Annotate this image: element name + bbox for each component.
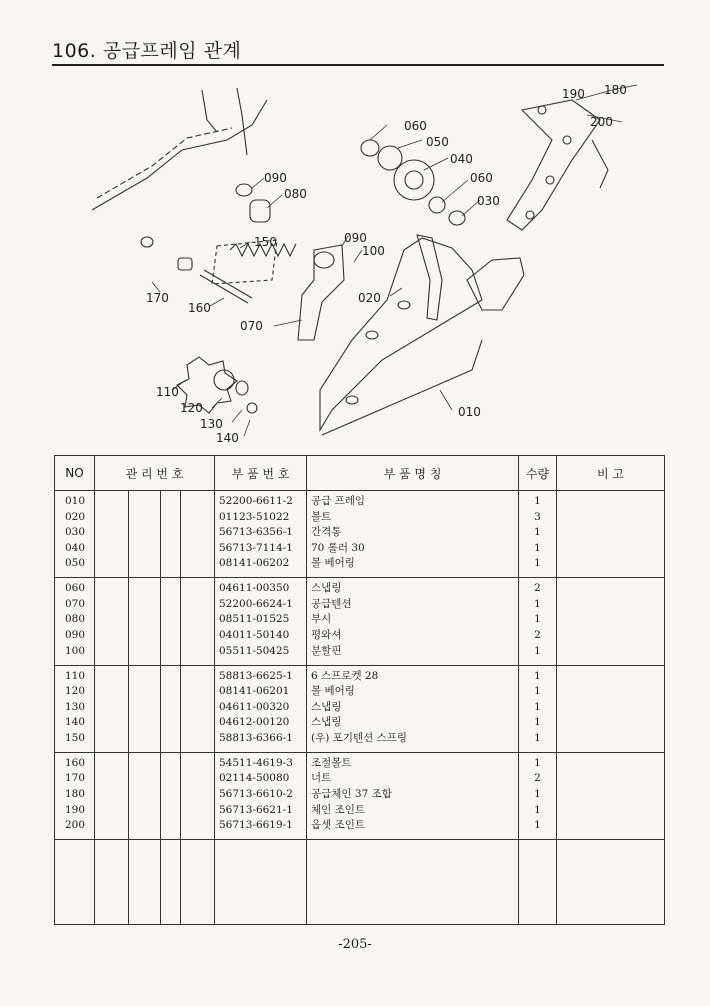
cell-part-name: [307, 491, 519, 578]
cell-management-1: [95, 665, 129, 752]
cell-management-3: [161, 752, 181, 839]
cell-part-name: [307, 665, 519, 752]
cell-part-number: [215, 665, 307, 752]
cell-remarks: [557, 578, 665, 665]
header-part-number: 부 품 번 호: [215, 456, 307, 491]
callout-060-top: 060: [404, 119, 427, 133]
table-cell-no: 030: [65, 526, 86, 539]
callout-160: 160: [188, 301, 211, 315]
table-cell-part-number: 58813-6625-1: [219, 669, 293, 682]
cell-management-4: [181, 578, 215, 665]
table-cell-part-number: 04611-00350: [219, 582, 290, 595]
table-cell-name: 체인 조인트: [311, 803, 366, 816]
header-management: 관 리 번 호: [95, 456, 215, 491]
cell-management-2: [129, 752, 161, 839]
callout-070: 070: [240, 319, 263, 333]
cell-qty: [519, 752, 557, 839]
cell-no: [55, 491, 95, 578]
table-cell-no: 190: [65, 803, 86, 816]
table-cell-no: 080: [65, 613, 86, 626]
callout-090-left: 090: [264, 171, 287, 185]
cell-part-name: [307, 752, 519, 839]
table-cell-part-number: 52200-6611-2: [219, 495, 293, 507]
table-cell-part-number: 58813-6366-1: [219, 731, 293, 744]
table-cell-name: 볼트: [311, 510, 332, 523]
exploded-parts-diagram: [52, 70, 664, 450]
cell-part-number: [215, 491, 307, 578]
table-cell-no: 050: [65, 557, 86, 570]
table-cell-name: 스냅링: [311, 582, 342, 595]
table-row-group: [55, 491, 665, 578]
table-cell-qty: 3: [534, 510, 541, 523]
table-body: [55, 491, 665, 925]
cell-management-2: [129, 665, 161, 752]
callout-080: 080: [284, 187, 307, 201]
table-cell-part-number: 01123-51022: [219, 510, 290, 523]
table-cell-part-number: 04611-00320: [219, 700, 290, 713]
table-cell-qty: 2: [534, 629, 541, 642]
cell-management-1: [95, 752, 129, 839]
table-cell-name: 스냅링: [311, 716, 342, 729]
table-cell-qty: 1: [534, 644, 541, 657]
header-no: NO: [55, 456, 95, 491]
callout-180: 180: [604, 83, 627, 97]
header-remarks: 비 고: [557, 456, 665, 491]
table-cell-part-number: 05511-50425: [219, 644, 290, 657]
table-cell-name: 70 롤러 30: [311, 541, 365, 554]
table-cell-qty: 1: [534, 803, 541, 816]
cell-remarks: [557, 491, 665, 578]
table-cell-qty: 1: [534, 731, 541, 744]
cell-management-4: [181, 665, 215, 752]
parts-table: [54, 455, 665, 925]
cell-qty: [519, 665, 557, 752]
table-cell-qty: 1: [534, 597, 541, 610]
callout-120: 120: [180, 401, 203, 415]
cell-remarks: [557, 665, 665, 752]
title-rule: [52, 64, 664, 66]
table-cell-part-number: 56713-6610-2: [219, 787, 293, 800]
table-cell-no: 100: [65, 644, 86, 657]
table-cell-name: 너트: [311, 772, 332, 785]
callout-150: 150: [254, 235, 277, 249]
cell-no: [55, 578, 95, 665]
table-row-group: [55, 665, 665, 752]
table-cell-part-number: 56713-6356-1: [219, 526, 293, 539]
table-cell-name: 부시: [311, 613, 332, 626]
page-number: -205-: [338, 937, 372, 952]
table-cell-qty: 1: [534, 495, 541, 507]
table-cell-qty: 1: [534, 669, 541, 682]
cell-part-number: [215, 578, 307, 665]
table-cell-part-number: 02114-50080: [219, 772, 290, 785]
cell-management-2: [129, 491, 161, 578]
cell-management-2: [129, 578, 161, 665]
table-cell-qty: 1: [534, 613, 541, 626]
table-cell-no: 160: [65, 756, 86, 769]
table-row-group: [55, 752, 665, 839]
table-cell-no: 010: [65, 495, 86, 507]
table-cell-qty: 2: [534, 582, 541, 595]
table-cell-part-number: 56713-7114-1: [219, 541, 293, 554]
callout-190: 190: [562, 87, 585, 101]
table-cell-part-number: 08141-06202: [219, 557, 290, 570]
callout-090-mid: 090: [344, 231, 367, 245]
page-title: 106. 공급프레임 관계: [52, 40, 242, 62]
cell-part-name: [307, 578, 519, 665]
table-cell-no: 140: [65, 716, 86, 729]
table-cell-no: 180: [65, 787, 86, 800]
callout-200: 200: [590, 115, 613, 129]
table-cell-qty: 1: [534, 557, 541, 570]
table-cell-name: 스냅링: [311, 700, 342, 713]
callout-140: 140: [216, 431, 239, 445]
table-cell-name: 볼 베어링: [311, 557, 355, 570]
table-cell-name: 볼 베어링: [311, 685, 355, 698]
table-header-row: [55, 456, 665, 491]
table-cell-qty: 1: [534, 756, 541, 769]
cell-management-4: [181, 752, 215, 839]
callout-020: 020: [358, 291, 381, 305]
table-cell-part-number: 08141-06201: [219, 685, 290, 698]
table-cell-no: 150: [65, 731, 86, 744]
table-cell-qty: 2: [534, 772, 541, 785]
table-cell-no: 120: [65, 685, 86, 698]
table-cell-no: 110: [65, 669, 86, 682]
table-cell-no: 090: [65, 629, 86, 642]
cell-management-4: [181, 491, 215, 578]
table-cell-qty: 1: [534, 541, 541, 554]
table-row-empty: [55, 840, 665, 925]
callout-030: 030: [477, 194, 500, 208]
cell-part-number: [215, 752, 307, 839]
header-part-name: 부 품 명 칭: [307, 456, 519, 491]
cell-remarks: [557, 752, 665, 839]
table-cell-name: 간격통: [311, 526, 342, 539]
table-cell-qty: 1: [534, 716, 541, 729]
table-cell-qty: 1: [534, 787, 541, 800]
table-cell-qty: 1: [534, 819, 541, 832]
table-cell-no: 020: [65, 510, 86, 523]
callout-010: 010: [458, 405, 481, 419]
cell-no: [55, 665, 95, 752]
callout-130: 130: [200, 417, 223, 431]
table-cell-no: 170: [65, 772, 86, 785]
table-cell-name: 공급체인 37 조합: [311, 787, 392, 800]
table-cell-name: (우) 포기텐션 스프링: [311, 731, 408, 744]
table-cell-name: 6 스프로켓 28: [311, 669, 379, 682]
table-cell-qty: 1: [534, 685, 541, 698]
cell-no: [55, 752, 95, 839]
table-cell-part-number: 56713-6621-1: [219, 803, 293, 816]
table-cell-part-number: 56713-6619-1: [219, 819, 293, 832]
callout-040: 040: [450, 152, 473, 166]
table-cell-name: 공급텐션: [311, 597, 352, 610]
cell-management-3: [161, 665, 181, 752]
table-cell-qty: 1: [534, 700, 541, 713]
table-cell-part-number: 04011-50140: [219, 629, 290, 642]
cell-management-1: [95, 491, 129, 578]
table-cell-name: 평와셔: [311, 629, 342, 642]
cell-management-3: [161, 578, 181, 665]
cell-management-3: [161, 491, 181, 578]
table-cell-no: 040: [65, 541, 86, 554]
table-cell-part-number: 54511-4619-3: [219, 756, 293, 769]
table-cell-name: 공급 프레임: [311, 495, 366, 507]
callout-060: 060: [470, 171, 493, 185]
table-cell-part-number: 52200-6624-1: [219, 597, 293, 610]
header-qty: 수량: [519, 456, 557, 491]
callout-050: 050: [426, 135, 449, 149]
callout-170: 170: [146, 291, 169, 305]
table-cell-name: 분할핀: [311, 644, 342, 657]
callout-110: 110: [156, 385, 179, 399]
table-cell-name: 조절볼트: [311, 756, 352, 769]
table-cell-no: 070: [65, 597, 86, 610]
table-cell-no: 130: [65, 700, 86, 713]
table-cell-no: 060: [65, 582, 86, 595]
cell-qty: [519, 491, 557, 578]
table-cell-part-number: 04612-00120: [219, 716, 290, 729]
table-cell-part-number: 08511-01525: [219, 613, 290, 626]
cell-management-1: [95, 578, 129, 665]
table-cell-no: 200: [65, 819, 86, 832]
table-cell-name: 옵셋 조인트: [311, 819, 366, 832]
table-row-group: [55, 578, 665, 665]
callout-100: 100: [362, 244, 385, 258]
cell-qty: [519, 578, 557, 665]
table-cell-qty: 1: [534, 526, 541, 539]
